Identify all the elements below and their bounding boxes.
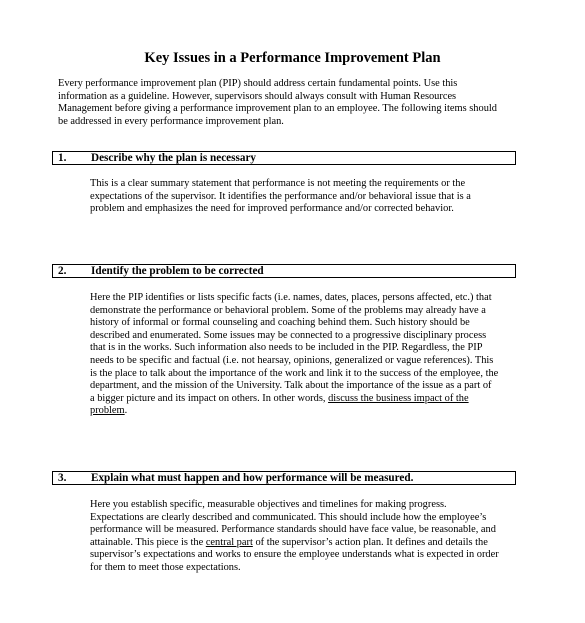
body-line-with-emphasis (90, 537, 520, 550)
body-line: Here the PIP identifies or lists specific facts (i.e. names, dates, places, persons affected, etc.) that (90, 292, 492, 303)
body-line: for them to meet those expectations. (90, 561, 241, 573)
body-line: expectations of the supervisor. It identifies the performance and/or behavioral issue that is a (90, 190, 471, 202)
body-line: performance will be measured. Performance standards should have face value, be reasonable, and (90, 524, 496, 536)
body-line: This is a clear summary statement that performance is not meeting the requirements or the (90, 178, 466, 189)
body-text-segment: attainable. This piece is the (90, 536, 206, 548)
body-line: Expectations are clearly described and communicated. This should include how the employee’s (90, 511, 487, 523)
section-number: 3. (58, 472, 67, 484)
underlined-emphasis: problem (90, 405, 125, 417)
body-line: demonstrate the performance or behavioral problem. Some of the problems may already have a (90, 304, 486, 316)
underlined-emphasis: discuss the business impact of the (328, 392, 469, 404)
section-3-body (90, 499, 520, 575)
body-line: Here you establish specific, measurable objectives and timelines for making progress. (90, 499, 447, 510)
section-number: 1. (58, 152, 67, 164)
intro-line: Every performance improvement plan (PIP) should address certain fundamental points. Use this (58, 78, 458, 89)
body-line: problem and emphasizes the need for improved performance and/or corrected behavior. (90, 203, 454, 215)
section-heading: Explain what must happen and how performance will be measured. (91, 472, 414, 484)
section-2-header (52, 264, 516, 278)
section-heading: Describe why the plan is necessary (91, 152, 257, 164)
section-1-header (52, 151, 516, 165)
body-line: supervisor’s expectations and works to ensure the employee understands what is expected in order (90, 549, 499, 561)
section-number: 2. (58, 265, 67, 277)
body-line: is the place to talk about the importance of the work and link it to the success of the employee, the (90, 367, 499, 379)
body-text-segment: of the supervisor’s action plan. It defines and details the (252, 536, 488, 548)
body-line: needs to be specific and factual (i.e. not hearsay, opinions, generalized or vague references). This (90, 354, 494, 366)
body-line: history of informal or formal counseling and coaching behind them. Such history should be (90, 317, 470, 329)
intro-paragraph (58, 78, 528, 128)
intro-line: be addressed in every performance improvement plan. (58, 115, 284, 127)
section-2-body (90, 292, 520, 418)
section-3-header (52, 471, 516, 485)
section-1-body (90, 178, 520, 216)
body-line-with-emphasis (90, 405, 520, 418)
body-line: described and enumerated. Some issues may be connected to a progressive disciplinary process (90, 329, 487, 341)
body-text-segment: a bigger picture and its impact on others. In other words, (90, 392, 329, 404)
body-line: department, and the mission of the University. Talk about the importance of the issue as a part of (90, 380, 492, 392)
intro-line: Management before giving a performance improvement plan to an employee. The following items should (58, 103, 497, 115)
body-line-with-emphasis (90, 393, 520, 406)
body-text-segment: . (124, 405, 128, 417)
underlined-emphasis: central part (205, 536, 253, 548)
document-title: Key Issues in a Performance Improvement Plan (144, 50, 441, 66)
body-line: that is in the works. Such information also needs to be included in the PIP. Regardless, the PIP (90, 342, 483, 354)
intro-line: information as a guideline. However, supervisors should always consult with Human Resources (58, 90, 457, 102)
section-heading: Identify the problem to be corrected (91, 265, 264, 277)
